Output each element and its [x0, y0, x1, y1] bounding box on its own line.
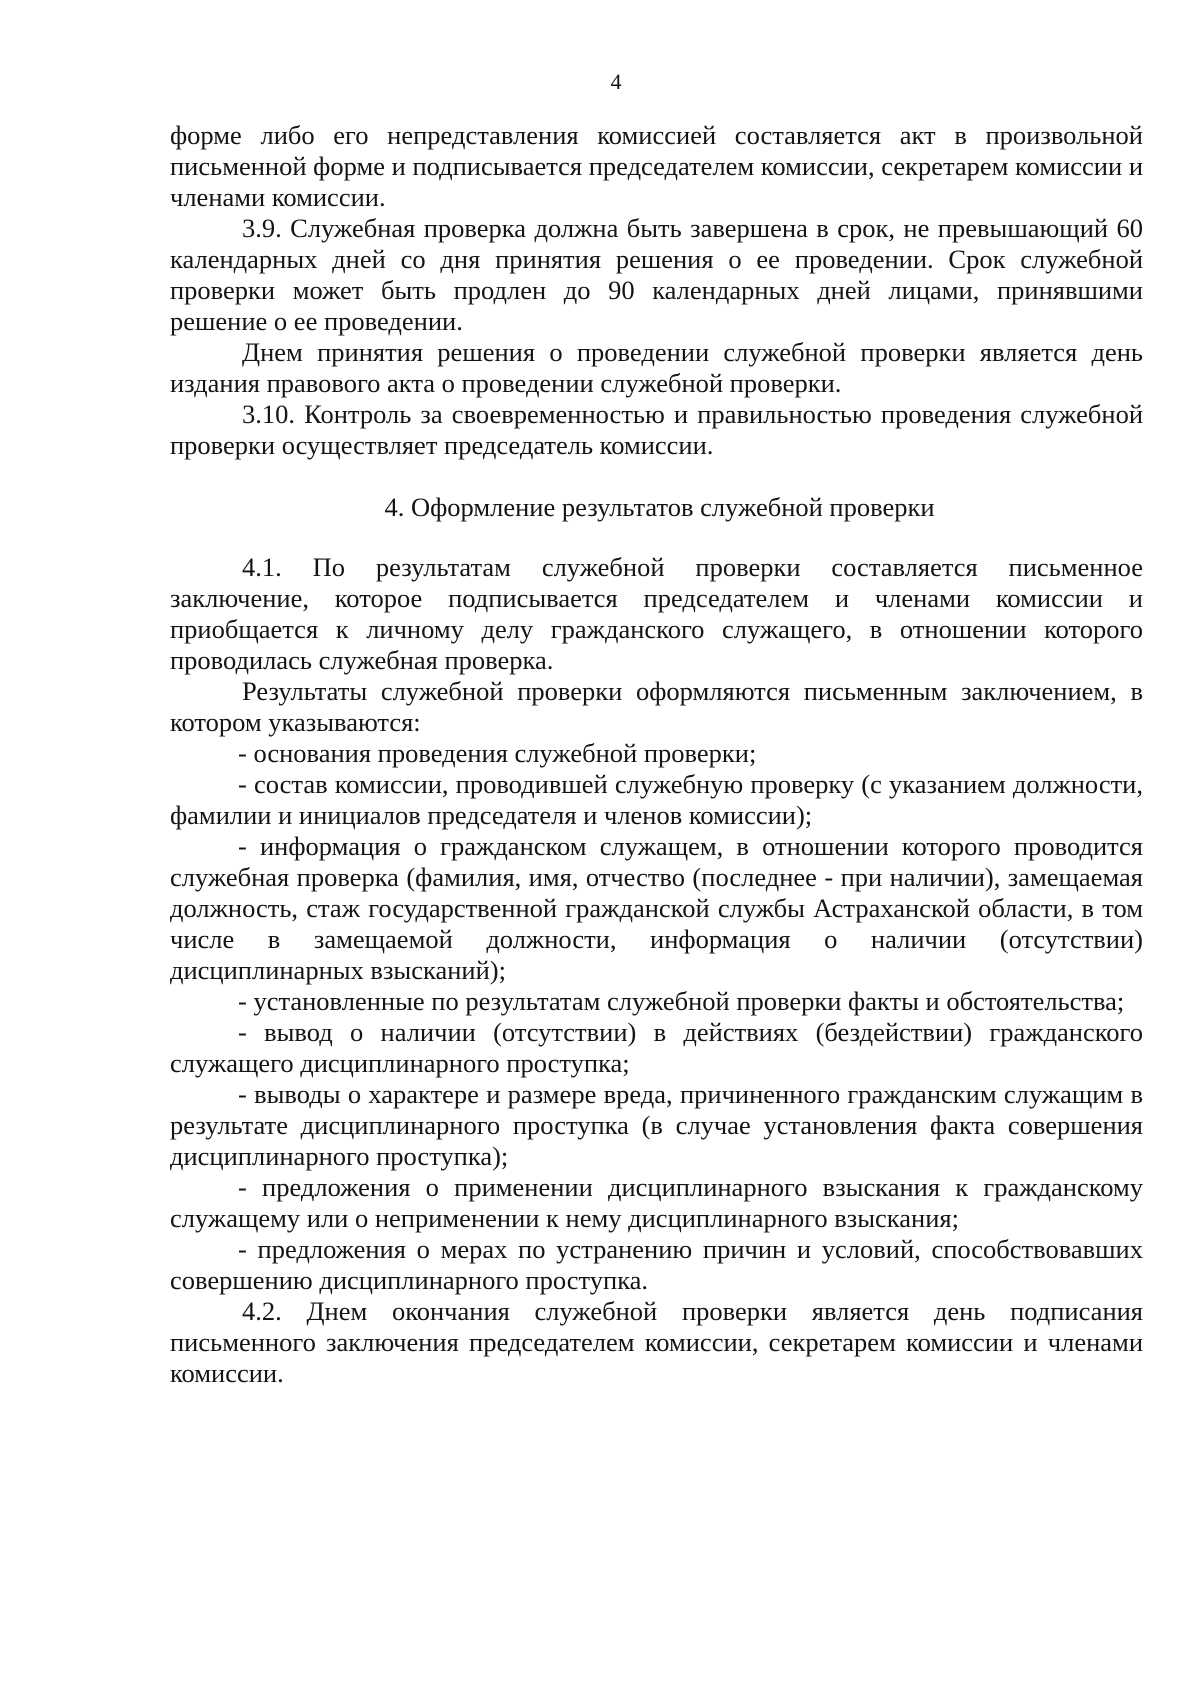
paragraph-continuation: форме либо его непредставления комиссией составляется акт в произвольной письменной форме и подписывается председателем комиссии, секретарем комиссии и членами комиссии.	[170, 120, 1143, 212]
list-item: - состав комиссии, проводившей служебную проверку (с указанием должности, фамилии и инициалов председателя и членов комиссии);	[170, 769, 1143, 830]
list-item: - установленные по результатам служебной проверки факты и обстоятельства;	[238, 986, 1125, 1016]
list-item: - выводы о характере и размере вреда, причиненного гражданским служащим в результате дисциплинарного проступка (в случае установления факта совершения дисциплинарного проступка);	[170, 1079, 1143, 1171]
list-item: - предложения о применении дисциплинарного взыскания к гражданскому служащему или о неприменении к нему дисциплинарного взыскания;	[170, 1172, 1143, 1233]
list-item: - информация о гражданском служащем, в отношении которого проводится служебная проверка (фамилия, имя, отчество (последнее - при наличии), замещаемая должность, стаж государственной гражданской службы Астраханской области, в том числе в замещаемой должности, информация о наличии (отсутствии) дисциплинарных взысканий);	[170, 831, 1143, 985]
paragraph-3-9: 3.9. Служебная проверка должна быть завершена в срок, не превышающий 60 календарных дней со дня принятия решения о ее проведении. Срок служебной проверки может быть продлен до 90 календарных дней лицами, принявшими решение о ее проведении.	[170, 213, 1143, 336]
paragraph-decision-date: Днем принятия решения о проведении служебной проверки является день издания правового акта о проведении служебной проверки.	[170, 337, 1143, 398]
page-number: 4	[610, 69, 622, 94]
list-item: - основания проведения служебной проверки;	[238, 738, 757, 768]
paragraph-3-10: 3.10. Контроль за своевременностью и правильностью проведения служебной проверки осуществляет председатель комиссии.	[170, 399, 1143, 460]
document-body	[170, 120, 1143, 1389]
paragraph-results-intro: Результаты служебной проверки оформляются письменным заключением, в котором указываются:	[170, 676, 1143, 737]
list-item: - предложения о мерах по устранению причин и условий, способствовавших совершению дисциплинарного проступка.	[170, 1234, 1143, 1295]
list-item: - вывод о наличии (отсутствии) в действиях (бездействии) гражданского служащего дисциплинарного проступка;	[170, 1017, 1143, 1078]
section-heading: 4. Оформление результатов служебной проверки	[384, 492, 935, 522]
paragraph-4-2: 4.2. Днем окончания служебной проверки является день подписания письменного заключения председателем комиссии, секретарем комиссии и членами комиссии.	[170, 1296, 1143, 1388]
paragraph-4-1: 4.1. По результатам служебной проверки составляется письменное заключение, которое подписывается председателем и членами комиссии и приобщается к личному делу гражданского служащего, в отношении которого проводилась служебная проверка.	[170, 552, 1143, 675]
